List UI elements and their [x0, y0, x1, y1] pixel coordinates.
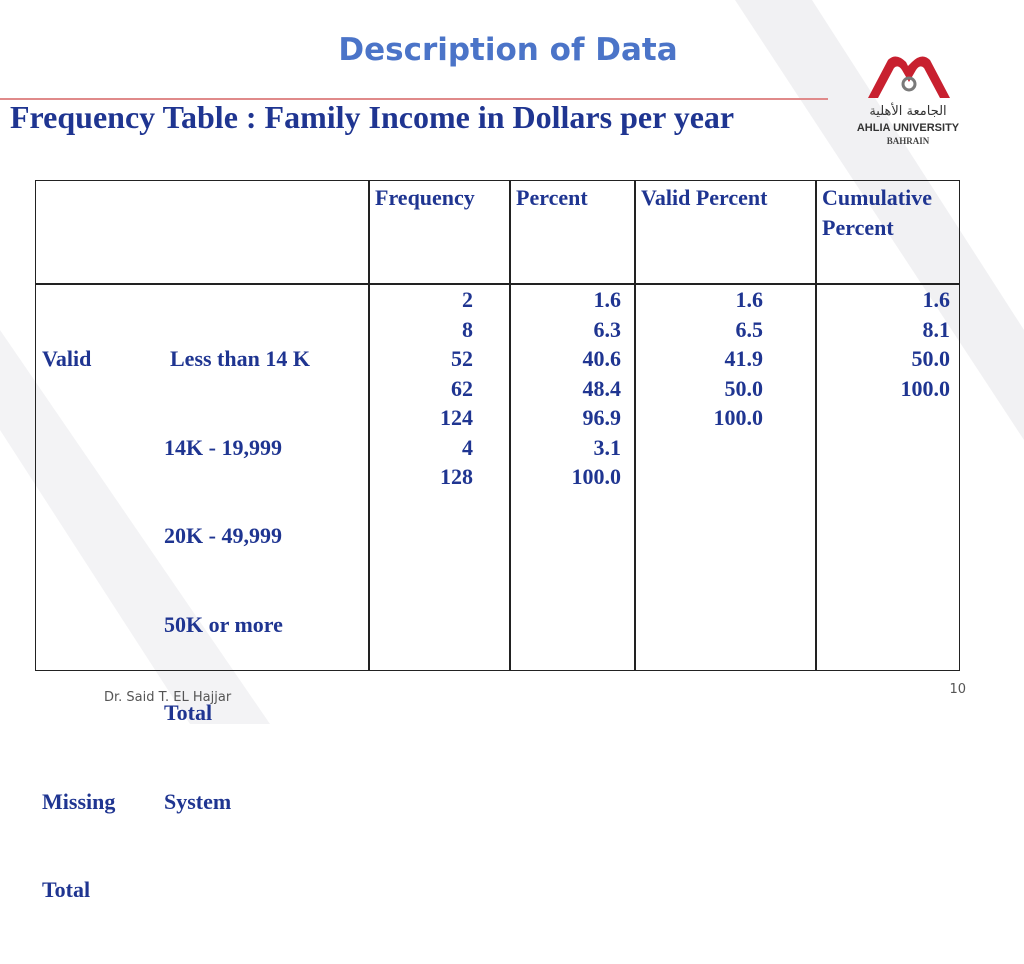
row-label: Less than 14 K	[170, 346, 310, 371]
row-valid-percent: 100.0	[713, 405, 763, 430]
table-divider	[368, 181, 370, 670]
row-frequency: 8	[462, 316, 473, 342]
header-cumulative-percent	[822, 183, 932, 242]
row-label: System	[164, 788, 232, 814]
row-frequency: 2	[462, 287, 473, 312]
row-cumulative: 100.0	[900, 375, 950, 401]
row-percent: 3.1	[593, 434, 621, 460]
university-country: BAHRAIN	[886, 136, 930, 146]
table-subtitle: Frequency Table : Family Income in Dollars per year	[10, 99, 735, 135]
row-frequency: 52	[451, 346, 473, 371]
university-logo-mark	[862, 54, 954, 100]
column-frequency	[376, 285, 473, 492]
row-group	[42, 610, 162, 640]
university-logo	[846, 54, 970, 150]
row-cumulative: 50.0	[911, 346, 950, 371]
row-percent: 6.3	[593, 316, 621, 342]
row-percent: 48.4	[582, 375, 621, 401]
column-percent	[516, 285, 621, 492]
slide-title: Description of Data	[338, 32, 678, 68]
row-percent: 40.6	[582, 346, 621, 371]
header-percent: Percent	[516, 185, 588, 210]
row-frequency: 124	[440, 405, 473, 430]
table-divider	[509, 181, 511, 670]
header-valid-percent: Valid Percent	[641, 185, 768, 210]
header-frequency: Frequency	[375, 185, 475, 210]
row-valid-percent: 6.5	[735, 316, 763, 342]
table-divider	[815, 181, 817, 670]
footer-author: Dr. Said T. EL Hajjar	[104, 690, 232, 705]
row-label: 14K - 19,999	[164, 434, 282, 460]
column-group	[42, 285, 162, 964]
row-valid-percent: 1.6	[735, 287, 763, 312]
row-valid-percent: 41.9	[724, 346, 763, 371]
university-name: AHLIA UNIVERSITY	[856, 122, 960, 134]
column-cumulative-percent	[822, 285, 950, 403]
row-label: Total	[164, 700, 213, 725]
row-group	[42, 433, 162, 463]
row-cumulative: 8.1	[922, 316, 950, 342]
table-divider	[634, 181, 636, 670]
row-frequency: 4	[462, 434, 473, 460]
row-label: 50K or more	[164, 611, 283, 637]
university-name-arabic: الجامعة الأهلية	[869, 104, 947, 119]
row-valid-percent: 50.0	[724, 375, 763, 401]
row-frequency: 128	[440, 464, 473, 489]
row-label	[164, 875, 364, 905]
row-group: Missing	[42, 788, 116, 814]
row-percent: 1.6	[593, 287, 621, 312]
row-percent: 96.9	[582, 405, 621, 430]
row-label: 20K - 49,999	[164, 523, 282, 548]
row-group: Total	[42, 877, 91, 902]
column-category	[164, 285, 364, 964]
column-valid-percent	[642, 285, 763, 433]
header-cumulative-line1: Cumulative	[822, 185, 932, 210]
page-number: 10	[949, 682, 966, 697]
row-frequency: 62	[451, 375, 473, 401]
header-cumulative-line2: Percent	[822, 214, 894, 240]
row-group	[42, 521, 162, 551]
row-percent: 100.0	[571, 464, 621, 489]
row-cumulative: 1.6	[922, 287, 950, 312]
row-group: Valid	[42, 346, 92, 371]
